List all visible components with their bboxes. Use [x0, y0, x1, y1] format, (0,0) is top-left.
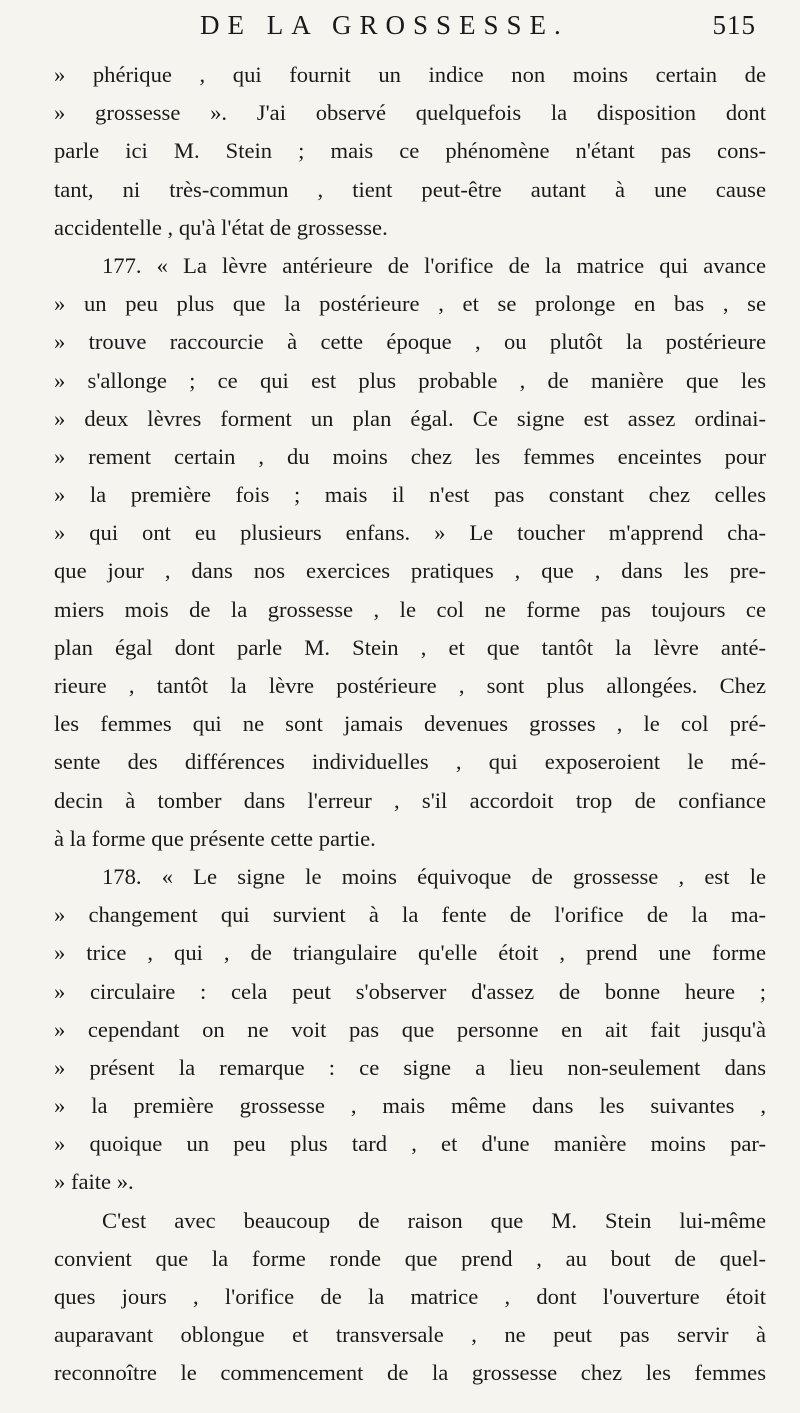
text-line: parle ici M. Stein ; mais ce phénomène n'étant pas cons- — [54, 138, 766, 164]
text-line: à la forme que présente cette partie. — [54, 825, 376, 851]
text-line: que jour , dans nos exercices pratiques , que , dans les pre- — [54, 558, 766, 584]
text-line: 178. « Le signe le moins équivoque de grossesse , est le — [102, 863, 766, 889]
text-line: » présent la remarque : ce signe a lieu non-seulement dans — [54, 1054, 766, 1080]
text-line: » s'allonge ; ce qui est plus probable , de manière que les — [54, 367, 766, 393]
text-line: » un peu plus que la postérieure , et se prolonge en bas , se — [54, 291, 766, 317]
text-line: » la première fois ; mais il n'est pas constant chez celles — [54, 482, 766, 508]
text-line: rieure , tantôt la lèvre postérieure , sont plus allongées. Chez — [54, 673, 766, 698]
text-line: auparavant oblongue et transversale , ne peut pas servir à — [54, 1322, 766, 1348]
text-line: » trouve raccourcie à cette époque , ou plutôt la postérieure — [54, 329, 766, 355]
text-line: accidentelle , qu'à l'état de grossesse. — [54, 214, 388, 240]
text-line: » faite ». — [54, 1169, 134, 1195]
page-header — [0, 10, 800, 50]
text-line: » cependant on ne voit pas que personne en ait fait jusqu'à — [54, 1016, 766, 1042]
text-line: 177. « La lèvre antérieure de l'orifice de la matrice qui avance — [102, 252, 766, 278]
text-line: C'est avec beaucoup de raison que M. Stein lui-même — [102, 1207, 766, 1233]
text-line: » grossesse ». J'ai observé quelquefois la disposition dont — [54, 100, 766, 126]
body-text — [54, 56, 766, 1393]
text-line: » rement certain , du moins chez les femmes enceintes pour — [54, 443, 766, 469]
text-line: » changement qui survient à la fente de l'orifice de la ma- — [54, 902, 766, 928]
text-line: ques jours , l'orifice de la matrice , dont l'ouverture étoit — [54, 1284, 766, 1309]
text-line: » circulaire : cela peut s'observer d'assez de bonne heure ; — [54, 978, 766, 1004]
text-line: » trice , qui , de triangulaire qu'elle étoit , prend une forme — [54, 940, 766, 966]
text-line: sente des différences individuelles , qui exposeroient le mé- — [54, 749, 766, 775]
text-line: plan égal dont parle M. Stein , et que tantôt la lèvre anté- — [54, 634, 766, 660]
page-number: 515 — [712, 10, 756, 40]
text-line: » quoique un peu plus tard , et d'une manière moins par- — [54, 1131, 766, 1157]
text-line: » la première grossesse , mais même dans les suivantes , — [54, 1093, 766, 1119]
text-line: convient que la forme ronde que prend , au bout de quel- — [54, 1245, 766, 1271]
text-line: tant, ni très-commun , tient peut-être autant à une cause — [54, 176, 766, 202]
text-line: les femmes qui ne sont jamais devenues grosses , le col pré- — [54, 711, 766, 737]
text-line: » phérique , qui fournit un indice non moins certain de — [54, 62, 766, 87]
text-line: decin à tomber dans l'erreur , s'il accordoit trop de confiance — [54, 787, 766, 813]
text-line: » deux lèvres forment un plan égal. Ce signe est assez ordinai- — [54, 405, 766, 431]
running-title: DE LA GROSSESSE. — [200, 10, 569, 40]
text-line: miers mois de la grossesse , le col ne forme pas toujours ce — [54, 596, 766, 622]
text-line: reconnoître le commencement de la grossesse chez les femmes — [54, 1360, 766, 1386]
text-line: » qui ont eu plusieurs enfans. » Le toucher m'apprend cha- — [54, 520, 766, 546]
